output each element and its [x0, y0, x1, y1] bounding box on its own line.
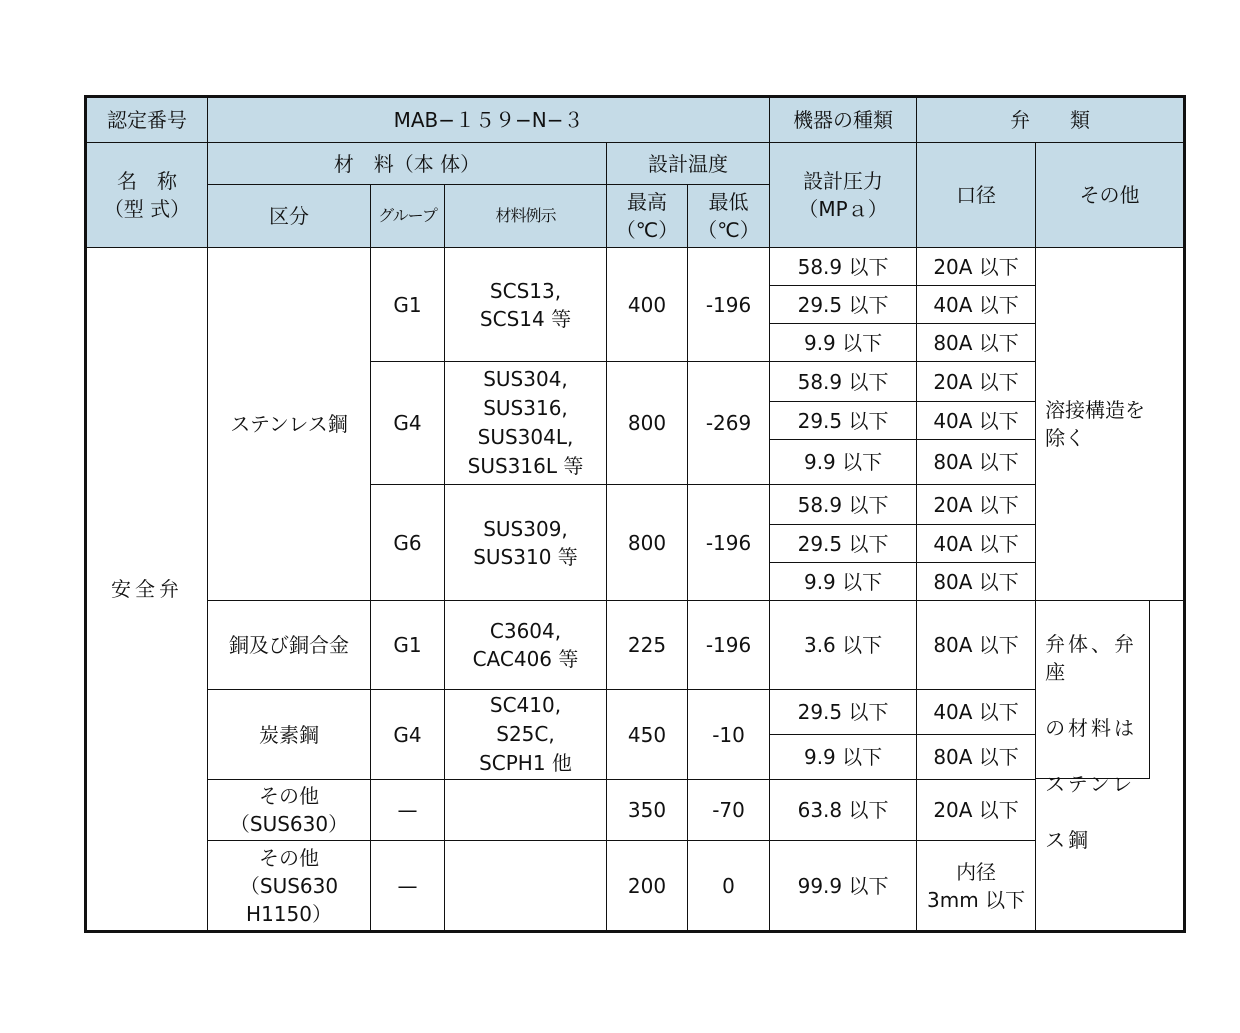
min-temp: -10: [688, 690, 770, 780]
bore-cell: 80A 以下: [917, 735, 1036, 780]
pressure-cell: 63.8 以下: [770, 780, 917, 841]
group-cell: G1: [371, 248, 445, 362]
max-temp: 450: [607, 690, 688, 780]
other-note-box: [1036, 601, 1150, 852]
material-example: SCS13, SCS14 等: [445, 248, 607, 362]
pressure-cell: 58.9 以下: [770, 362, 917, 402]
material-example: [445, 841, 607, 932]
min-temp: -196: [688, 485, 770, 601]
note-line: の材料は: [1045, 716, 1138, 740]
pressure-cell: 9.9 以下: [770, 440, 917, 485]
pressure-cell: 29.5 以下: [770, 525, 917, 563]
category-other-sus630: その他 （SUS630）: [208, 780, 371, 841]
min-temp: -70: [688, 780, 770, 841]
group-cell: —: [371, 841, 445, 932]
group-cell: G1: [371, 601, 445, 690]
max-temp: 350: [607, 780, 688, 841]
bore-cell: 20A 以下: [917, 248, 1036, 286]
bore-cell: 40A 以下: [917, 525, 1036, 563]
name-label: 名 称 （型 式）: [86, 143, 208, 248]
pressure-cell: 9.9 以下: [770, 563, 917, 601]
note-line: 弁体、弁座: [1045, 632, 1138, 684]
bore-cell: 80A 以下: [917, 440, 1036, 485]
bore-cell: 20A 以下: [917, 485, 1036, 525]
max-temp-label: 最高 （℃）: [607, 185, 688, 248]
bore-cell: 80A 以下: [917, 324, 1036, 362]
bore-cell: 40A 以下: [917, 690, 1036, 735]
category-label: 区分: [208, 185, 371, 248]
other-note-copper-carbon: [1036, 601, 1185, 932]
max-temp: 800: [607, 485, 688, 601]
material-example: SUS304, SUS316, SUS304L, SUS316L 等: [445, 362, 607, 485]
bore-cell: 40A 以下: [917, 286, 1036, 324]
material-example: C3604, CAC406 等: [445, 601, 607, 690]
bore-cell: 内径 3mm 以下: [917, 841, 1036, 932]
max-temp: 400: [607, 248, 688, 362]
max-temp: 800: [607, 362, 688, 485]
design-pressure-label: 設計圧力 （MPａ）: [770, 143, 917, 248]
valve-name: 安全弁: [86, 248, 208, 932]
material-example: SUS309, SUS310 等: [445, 485, 607, 601]
max-temp: 225: [607, 601, 688, 690]
bore-cell: 20A 以下: [917, 362, 1036, 402]
min-temp: -196: [688, 601, 770, 690]
min-temp: 0: [688, 841, 770, 932]
group-cell: G4: [371, 690, 445, 780]
note-line: ス鋼: [1045, 828, 1092, 852]
pressure-cell: 58.9 以下: [770, 485, 917, 525]
pressure-cell: 3.6 以下: [770, 601, 917, 690]
group-cell: G4: [371, 362, 445, 485]
pressure-cell: 99.9 以下: [770, 841, 917, 932]
min-temp: -269: [688, 362, 770, 485]
material-example-label: 材料例示: [445, 185, 607, 248]
equipment-type: 弁 類: [917, 97, 1185, 143]
material-example: SC410, S25C, SCPH1 他: [445, 690, 607, 780]
material-label: 材 料（本 体）: [208, 143, 607, 185]
other-note-stainless: 溶接構造を 除く: [1036, 248, 1185, 601]
note-line: ステンレ: [1045, 772, 1136, 796]
bore-cell: 80A 以下: [917, 563, 1036, 601]
bore-cell: 80A 以下: [917, 601, 1036, 690]
category-stainless: ステンレス鋼: [208, 248, 371, 601]
group-cell: G6: [371, 485, 445, 601]
certification-table: [84, 95, 1186, 933]
cert-number: MAB−１５９−N−３: [208, 97, 770, 143]
other-label: その他: [1036, 143, 1185, 248]
max-temp: 200: [607, 841, 688, 932]
equipment-type-label: 機器の種類: [770, 97, 917, 143]
pressure-cell: 29.5 以下: [770, 690, 917, 735]
bore-label: 口径: [917, 143, 1036, 248]
bore-cell: 40A 以下: [917, 402, 1036, 440]
pressure-cell: 9.9 以下: [770, 324, 917, 362]
pressure-cell: 29.5 以下: [770, 286, 917, 324]
category-copper: 銅及び銅合金: [208, 601, 371, 690]
group-cell: —: [371, 780, 445, 841]
pressure-cell: 58.9 以下: [770, 248, 917, 286]
min-temp: -196: [688, 248, 770, 362]
pressure-cell: 29.5 以下: [770, 402, 917, 440]
category-other-sus630-h1150: その他 （SUS630 H1150）: [208, 841, 371, 932]
design-temp-label: 設計温度: [607, 143, 770, 185]
pressure-cell: 9.9 以下: [770, 735, 917, 780]
category-carbon: 炭素鋼: [208, 690, 371, 780]
group-label: グループ: [371, 185, 445, 248]
min-temp-label: 最低 （℃）: [688, 185, 770, 248]
cert-number-label: 認定番号: [86, 97, 208, 143]
material-example: [445, 780, 607, 841]
bore-cell: 20A 以下: [917, 780, 1036, 841]
